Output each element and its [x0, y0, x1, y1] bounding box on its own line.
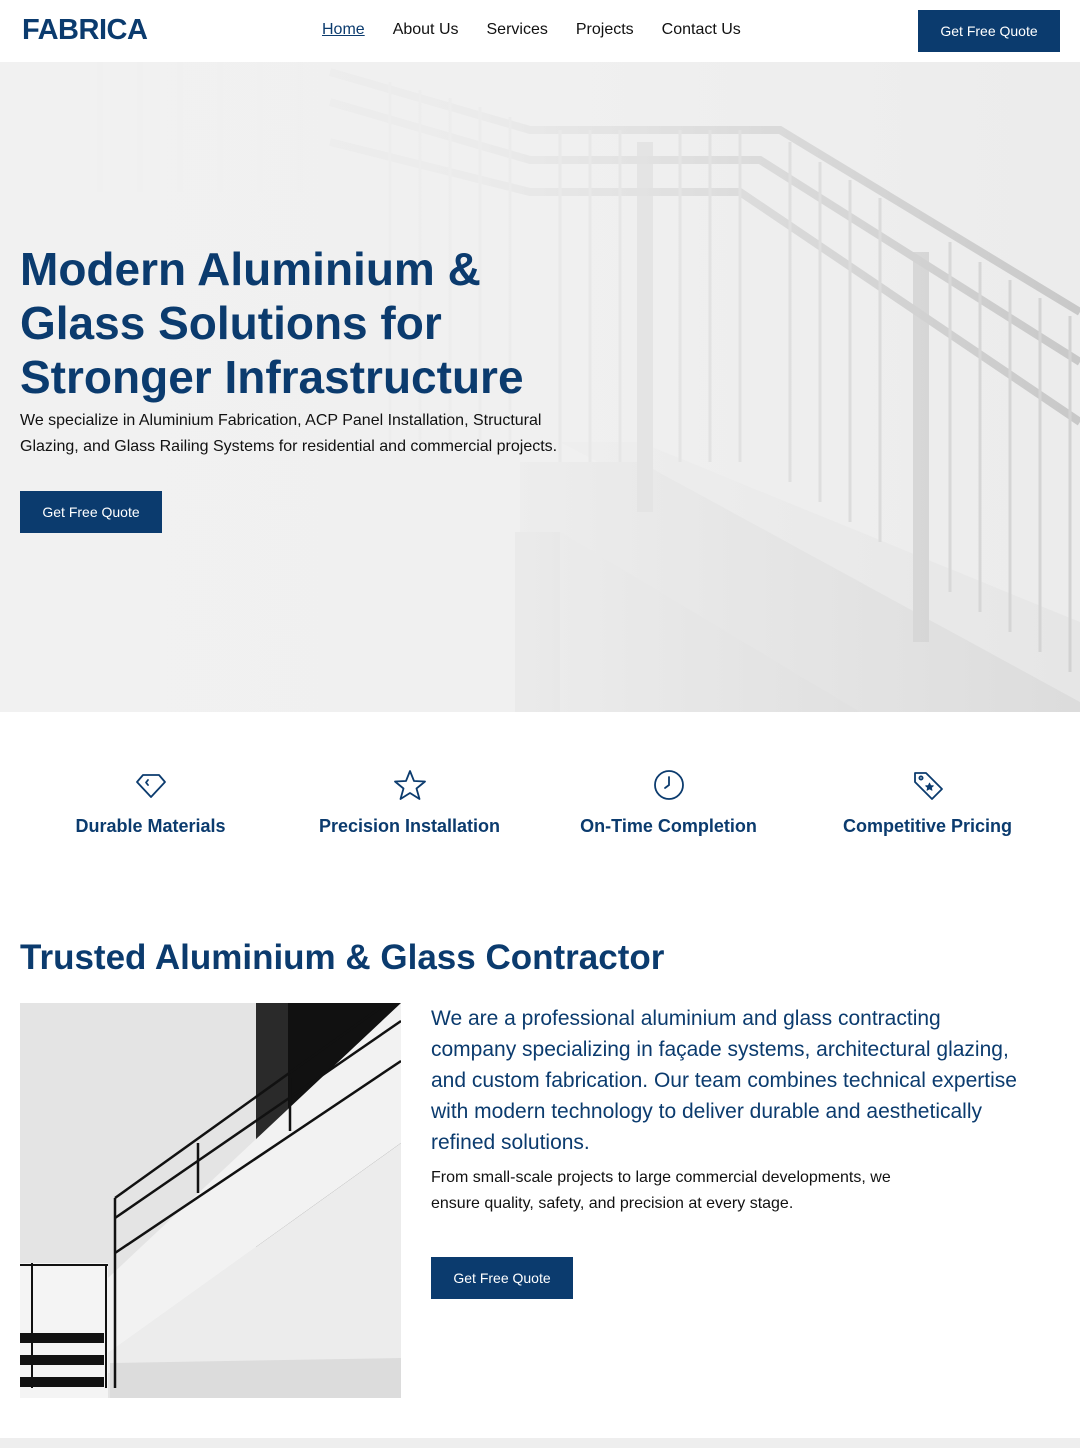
nav-home[interactable]: Home: [322, 21, 365, 38]
diamond-icon: [134, 768, 168, 802]
site-header: [0, 0, 1080, 62]
feature-competitive-pricing: [798, 712, 1057, 872]
nav-projects[interactable]: Projects: [575, 21, 634, 38]
nav-services[interactable]: Services: [486, 21, 548, 38]
main-nav: [322, 21, 741, 39]
nav-contact-us[interactable]: Contact Us: [661, 21, 741, 38]
feature-label: Durable Materials: [75, 816, 226, 836]
feature-label: On-Time Completion: [580, 816, 757, 836]
about-title: Trusted Aluminium & Glass Contractor: [20, 938, 665, 977]
about-staircase-image: [20, 1003, 401, 1398]
feature-precision-installation: [280, 712, 539, 872]
hero-subtitle: We specialize in Aluminium Fabrication, ACP Panel Installation, Structural Glazing, and Glass Railing Systems for residential and commercial projects.: [20, 412, 558, 455]
section-divider: [0, 1438, 1080, 1448]
hero-section: [0, 62, 1080, 712]
header-quote-button[interactable]: Get Free Quote: [918, 10, 1060, 52]
clock-icon: [652, 768, 686, 802]
logo[interactable]: FABRICA: [22, 14, 148, 46]
nav-about-us[interactable]: About Us: [392, 21, 459, 38]
about-lead-text: We are a professional aluminium and glass contracting company specializing in façade systems, architectural glazing, and custom fabrication. Our team combines technical expertise with modern technology to deliver durable and aesthetically refined solutions.: [431, 1007, 1017, 1154]
about-quote-button[interactable]: Get Free Quote: [431, 1257, 573, 1299]
feature-on-time-completion: [539, 712, 798, 872]
feature-label: Precision Installation: [318, 816, 501, 836]
price-tag-icon: [911, 768, 945, 802]
hero-quote-button[interactable]: Get Free Quote: [20, 491, 162, 533]
feature-durable-materials: [21, 712, 280, 872]
about-body-text: From small-scale projects to large commercial developments, we ensure quality, safety, and precision at every stage.: [431, 1169, 891, 1212]
hero-title: Modern Aluminium & Glass Solutions for Stronger Infrastructure: [20, 243, 524, 403]
star-icon: [393, 768, 427, 802]
feature-label: Competitive Pricing: [842, 816, 1013, 836]
features-row: [0, 712, 1080, 872]
